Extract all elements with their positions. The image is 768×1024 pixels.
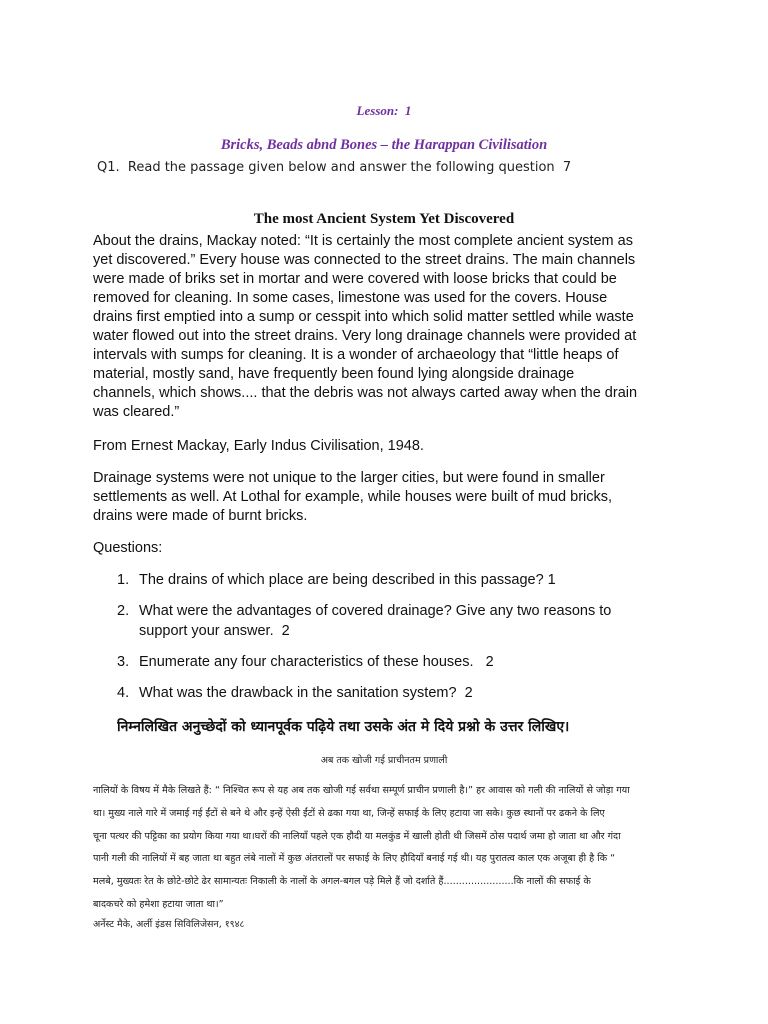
hindi-passage-line: पानी गली की नालियों में बह जाता था बहुत लंबे नालों में कुछ अंतरालों पर सफाई के लिए हौदियाँ बनाई गई थी। यह पुरातत्व काल एक अजूबा ही है कि “ (93, 853, 616, 865)
note-line: drains were made of burnt bricks. (93, 508, 308, 524)
questions-heading (93, 539, 683, 558)
question-line: Enumerate any four characteristics of these houses. 2 (139, 654, 494, 670)
question-number: 2. (117, 603, 130, 619)
question-line: What were the advantages of covered drainage? Give any two reasons to (139, 603, 612, 619)
hindi-passage-line: नालियों के विषय में मैके लिखते हैं: “ निश्चित रूप से यह अब तक खोजी गई सर्वथा सम्पूर्ण प्राचीन प्रणाली है।” हर आवास को गली की नालियों से जोड़ा गया (93, 785, 630, 796)
hindi-passage-line: चूना पत्थर की पट्टिका का प्रयोग किया गया था।घरों की नालियाँ पहले एक हौदी या मलकुंड में खाली होती थी जिसमें ठोस पदार्थ जमा हो जाता था और गंदा (93, 830, 621, 842)
question-text (139, 683, 687, 703)
passage-line: were made of briks set in mortar and were covered with loose bricks that could be (93, 271, 617, 287)
passage-line: removed for cleaning. In some cases, limestone was used for the covers. House (93, 290, 608, 306)
passage-heading: The most Ancient System Yet Discovered (253, 211, 515, 227)
passage-line: yet discovered.” Every house was connected to the street drains. The main channels (93, 252, 636, 268)
question-line: support your answer. 2 (139, 623, 290, 639)
hindi-instruction: निम्नलिखित अनुच्छेदों को ध्यानपूर्वक पढ़िये तथा उसके अंत मे दिये प्रश्नो के उत्तर लिखिए। (117, 719, 570, 735)
lesson-title: Bricks, Beads abnd Bones – the Harappan Civilisation (220, 137, 548, 153)
passage-line: water flowed out into the street drains. Very long drainage channels were provided at (93, 328, 637, 344)
passage-paragraph (93, 232, 683, 422)
note-line: Drainage systems were not unique to the larger cities, but were found in smaller (93, 470, 605, 486)
hindi-passage-line: बादकचरे को हमेशा हटाया जाता था।” (93, 898, 224, 910)
questions-label: Questions: (93, 540, 163, 556)
passage-line: drains first emptied into a sump or cesspit into which solid matter settled while waste (93, 309, 634, 325)
question-number: 3. (117, 654, 130, 670)
passage-source (93, 437, 683, 456)
hindi-passage-heading: अब तक खोजी गई प्राचीनतम प्रणाली (320, 755, 448, 766)
question-text (139, 652, 687, 672)
question-line: What was the drawback in the sanitation system? 2 (139, 685, 473, 701)
question-number: 1. (117, 572, 130, 588)
hindi-passage-line: मलबे, मुख्यतः रेत के छोटे-छोटे ढेर सामान्यतः निकाली के नालों के अगल-बगल पड़े मिले हैं जो दर्शाते हैं.......................कि नालों की सफाई के (93, 876, 591, 888)
passage-line: intervals with sumps for cleaning. It is a wonder of archaeology that “little heaps of (93, 347, 619, 363)
lesson-label: Lesson: 1 (356, 103, 412, 118)
question-text (139, 570, 687, 590)
passage-note (93, 469, 683, 526)
hindi-passage-line: था। मुख्य नाले गारे में जमाई गई ईंटों से बने थे और इन्हें ऐसी ईंटों से ढका गया था, जिन्हें सफाई के लिए हटाया जा सके। कुछ स्थानों पर ढकने के लिए (93, 807, 605, 819)
passage-line: was cleared.” (93, 404, 180, 420)
question-number: 4. (117, 685, 130, 701)
question-line: The drains of which place are being described in this passage? 1 (139, 572, 556, 588)
passage-line: About the drains, Mackay noted: “It is certainly the most complete ancient system as (93, 233, 633, 249)
passage-source-text: From Ernest Mackay, Early Indus Civilisation, 1948. (93, 438, 424, 454)
hindi-passage-source: अर्नेस्ट मैके, अर्ली इंडस सिविलिजेसन, १९४८ (93, 919, 245, 930)
note-line: settlements as well. At Lothal for example, while houses were built of mud bricks, (93, 489, 613, 505)
question-prompt: Q1. Read the passage given below and answer the following question 7 (97, 160, 572, 175)
question-text (139, 601, 687, 641)
passage-line: channels, which shows.... that the debris was not always carted away when the drain (93, 385, 638, 401)
passage-line: material, mostly sand, have frequently been found lying alongside drainage (93, 366, 575, 382)
hindi-passage-paragraph (93, 780, 678, 917)
